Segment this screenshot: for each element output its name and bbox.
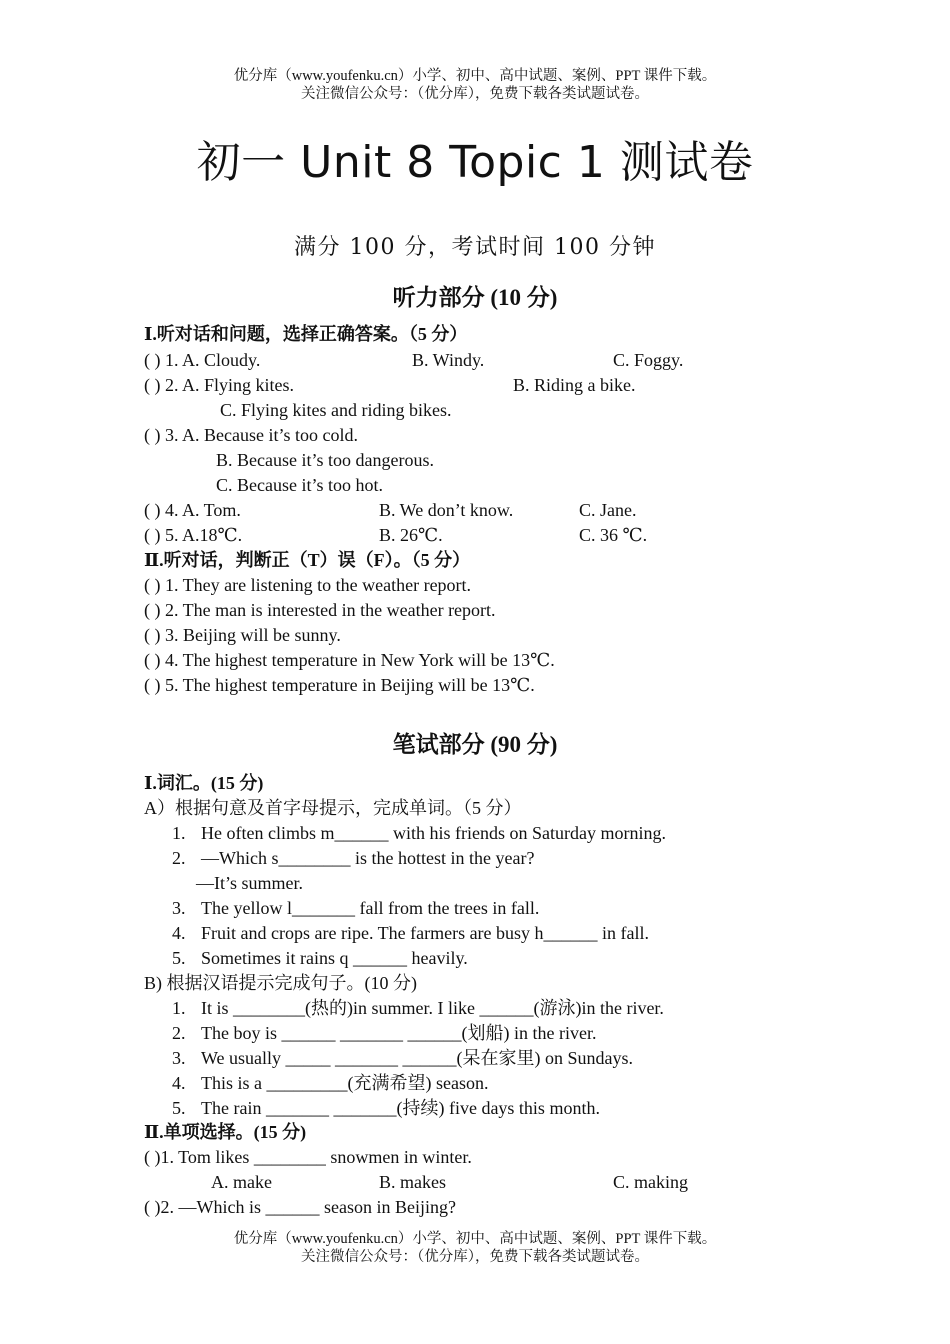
listening-q5-option-b: B. 26℃. [379,525,443,545]
listening-part2-heading: Ⅱ.听对话，判断正（T）误（F）。（5 分） [144,550,471,570]
item-number: 5. [172,948,186,968]
footer-line-1: 优分库（www.youfenku.cn）小学、初中、高中试题、案例、PPT 课件下载。 [233,1231,717,1247]
item-number: 4. [172,1073,186,1093]
item-text: The yellow l_______ fall from the trees in fall. [201,898,540,918]
listening-q1-stem: ( ) 1. A. Cloudy. [144,350,261,370]
choice-q1-option-a: A. make [211,1172,272,1192]
item-text: We usually _____ _______ ______(呆在家里) on Sundays. [201,1048,634,1068]
item-number: 5. [172,1098,186,1118]
vocab-b-item [172,1046,633,1071]
listening-q2-option-c: C. Flying kites and riding bikes. [220,400,452,420]
item-text: —It’s summer. [196,873,303,893]
listening-q1-option-b: B. Windy. [412,350,485,370]
item-text: Sometimes it rains q ______ heavily. [201,948,468,968]
item-number: 1. [172,823,186,843]
footer-line-2: 关注微信公众号：（优分库），免费下载各类试题试卷。 [301,1249,649,1265]
item-number: 2. [172,1023,186,1043]
vocab-b-item [172,1071,488,1096]
listening-tf-item: ( ) 4. The highest temperature in New York will be 13℃. [144,650,555,670]
listening-q4-option-b: B. We don’t know. [379,500,514,520]
vocab-a-item-answer [196,871,303,896]
listening-q3-option-b: B. Because it’s too dangerous. [216,450,434,470]
choice-heading: Ⅱ.单项选择。(15 分) [144,1122,307,1142]
item-text: The boy is ______ _______ ______(划船) in the river. [201,1023,597,1043]
listening-tf-item: ( ) 1. They are listening to the weather report. [144,575,472,595]
listening-q3-stem: ( ) 3. A. Because it’s too cold. [144,425,358,445]
listening-q5-option-c: C. 36 ℃. [579,525,648,545]
page-header [0,67,950,103]
vocab-b-item [172,1096,600,1121]
item-number: 3. [172,898,186,918]
vocab-b-heading: B) 根据汉语提示完成句子。(10 分) [144,973,417,993]
listening-q2-stem: ( ) 2. A. Flying kites. [144,375,295,395]
listening-q3-option-c: C. Because it’s too hot. [216,475,383,495]
header-line-1: 优分库（www.youfenku.cn）小学、初中、高中试题、案例、PPT 课件下载。 [233,68,717,84]
writing-section-heading: 笔试部分 (90 分) [392,732,558,757]
item-text: This is a _________(充满希望) season. [201,1073,489,1093]
vocab-a-item [172,946,468,971]
listening-q2-option-b: B. Riding a bike. [513,375,636,395]
item-number: 2. [172,848,186,868]
choice-q2-stem: ( )2. —Which is ______ season in Beijing? [144,1197,456,1217]
page-footer [0,1230,950,1266]
vocab-a-item [172,896,539,921]
vocab-b-item [172,996,664,1021]
listening-q1-option-c: C. Foggy. [613,350,684,370]
listening-section-heading: 听力部分 (10 分) [392,285,558,310]
document-subtitle: 满分 100 分，考试时间 100 分钟 [294,235,656,260]
vocab-heading: Ⅰ.词汇。(15 分) [144,773,264,793]
item-text: The rain _______ _______(持续) five days this month. [201,1098,600,1118]
document-title: 初一 Unit 8 Topic 1 测试卷 [196,137,754,188]
item-text: —Which s________ is the hottest in the year? [201,848,535,868]
vocab-a-item [172,846,534,871]
item-number: 4. [172,923,186,943]
listening-q4-option-c: C. Jane. [579,500,637,520]
item-number: 1. [172,998,186,1018]
item-text: He often climbs m______ with his friends on Saturday morning. [201,823,666,843]
vocab-a-heading: A）根据句意及首字母提示，完成单词。（5 分） [144,798,522,818]
choice-q1-stem: ( )1. Tom likes ________ snowmen in winter. [144,1147,472,1167]
listening-tf-item: ( ) 5. The highest temperature in Beijing will be 13℃. [144,675,535,695]
choice-q1-option-b: B. makes [379,1172,446,1192]
listening-q5-stem: ( ) 5. A.18℃. [144,525,243,545]
vocab-a-item [172,821,666,846]
listening-tf-item: ( ) 3. Beijing will be sunny. [144,625,341,645]
header-line-2: 关注微信公众号：（优分库），免费下载各类试题试卷。 [301,86,649,102]
item-text: Fruit and crops are ripe. The farmers are busy h______ in fall. [201,923,650,943]
choice-q1-option-c: C. making [613,1172,688,1192]
vocab-b-item [172,1021,596,1046]
item-number: 3. [172,1048,186,1068]
vocab-a-item [172,921,649,946]
item-text: It is ________(热的)in summer. I like ______(游泳)in the river. [201,998,664,1018]
listening-q4-stem: ( ) 4. A. Tom. [144,500,241,520]
listening-tf-item: ( ) 2. The man is interested in the weather report. [144,600,496,620]
listening-part1-heading: Ⅰ.听对话和问题，选择正确答案。（5 分） [144,324,468,344]
